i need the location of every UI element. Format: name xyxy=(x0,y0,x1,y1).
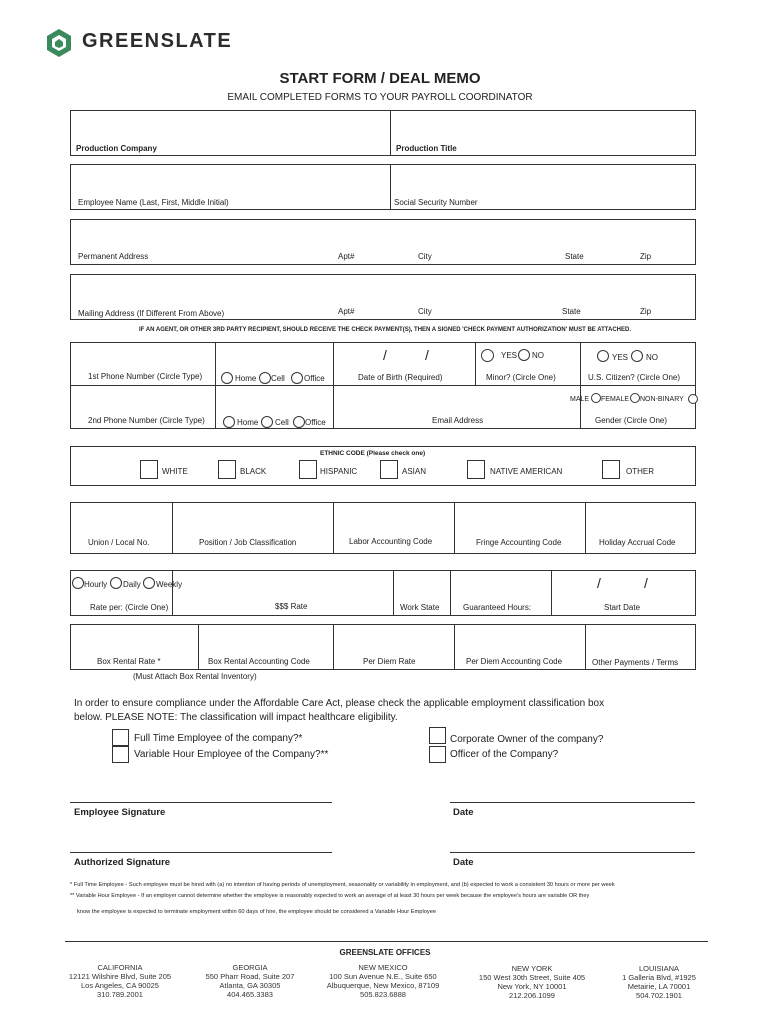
ethnic-white-label: WHITE xyxy=(162,467,188,476)
full-time-label: Full Time Employee of the company?* xyxy=(134,733,303,744)
ethnic-code-title: ETHNIC CODE (Please check one) xyxy=(320,450,426,457)
permanent-apt-label: Apt# xyxy=(338,252,355,261)
office-georgia-city: Atlanta, GA 30305 xyxy=(219,981,281,990)
rate-hourly-label: Hourly xyxy=(84,580,108,589)
office-georgia-street: 550 Pharr Road, Suite 207 xyxy=(205,972,295,981)
guaranteed-hours-label: Guaranteed Hours: xyxy=(463,603,532,612)
production-company-label: Production Company xyxy=(76,144,157,153)
employee-signature-label: Employee Signature xyxy=(74,807,166,818)
ethnic-white-checkbox[interactable] xyxy=(140,460,158,479)
phone2-home-label: Home xyxy=(237,418,259,427)
citizen-yes-label: YES xyxy=(612,353,629,362)
phone2-cell-radio[interactable] xyxy=(261,416,273,428)
citizen-label: U.S. Citizen? (Circle One) xyxy=(588,373,681,382)
full-time-checkbox[interactable] xyxy=(112,729,129,746)
authorized-date-label: Date xyxy=(453,857,474,868)
dob-slash-2: / xyxy=(425,347,429,363)
phone2-cell-label: Cell xyxy=(275,418,289,427)
phone2-label: 2nd Phone Number (Circle Type) xyxy=(88,416,205,425)
mailing-zip-label: Zip xyxy=(640,307,652,316)
rate-daily-label: Daily xyxy=(123,580,141,589)
officer-label: Officer of the Company? xyxy=(450,749,559,760)
page-title: START FORM / DEAL MEMO xyxy=(279,70,481,87)
office-georgia xyxy=(185,963,315,999)
rate-hourly-radio[interactable] xyxy=(72,577,84,589)
box-rental-rate-label: Box Rental Rate * xyxy=(97,657,161,666)
ethnic-native-american-label: NATIVE AMERICAN xyxy=(490,467,563,476)
variable-hour-label: Variable Hour Employee of the Company?** xyxy=(134,749,329,760)
other-payments-label: Other Payments / Terms xyxy=(592,658,679,667)
rate-weekly-label: Weekly xyxy=(156,580,183,589)
citizen-yes-radio[interactable] xyxy=(597,350,609,362)
holiday-code-label: Holiday Accrual Code xyxy=(599,538,676,547)
phone1-office-radio[interactable] xyxy=(291,372,303,384)
office-new-mexico-phone: 505.823.6888 xyxy=(360,990,406,999)
authorized-signature-line[interactable] xyxy=(70,852,332,853)
fringe-code-label: Fringe Accounting Code xyxy=(476,538,562,547)
rate-weekly-radio[interactable] xyxy=(143,577,155,589)
office-georgia-phone: 404.465.3383 xyxy=(227,990,273,999)
office-new-mexico-state: NEW MEXICO xyxy=(358,963,408,972)
offices-title: GREENSLATE OFFICES xyxy=(339,948,431,957)
ethnic-black-checkbox[interactable] xyxy=(218,460,236,479)
greenslate-logo-icon xyxy=(46,28,72,58)
gender-female-radio[interactable] xyxy=(630,393,640,403)
authorized-signature-label: Authorized Signature xyxy=(74,857,171,868)
start-date-slash-2: / xyxy=(644,575,648,591)
phone2-home-radio[interactable] xyxy=(223,416,235,428)
office-new-mexico-street: 100 Sun Avenue N.E., Suite 650 xyxy=(329,972,437,981)
gender-male-label: MALE xyxy=(570,396,590,403)
phone2-office-radio[interactable] xyxy=(293,416,305,428)
ethnic-asian-checkbox[interactable] xyxy=(380,460,398,479)
permanent-address-label: Permanent Address xyxy=(78,252,149,261)
ssn-label: Social Security Number xyxy=(394,198,478,207)
mailing-city-label: City xyxy=(418,307,432,316)
phone1-home-radio[interactable] xyxy=(221,372,233,384)
gender-label: Gender (Circle One) xyxy=(595,416,668,425)
minor-no-label: NO xyxy=(532,351,544,360)
office-california-state: CALIFORNIA xyxy=(97,963,143,972)
dob-label: Date of Birth (Required) xyxy=(358,373,443,382)
ethnic-hispanic-checkbox[interactable] xyxy=(299,460,317,479)
authorized-date-line[interactable] xyxy=(450,852,695,853)
ethnic-black-label: BLACK xyxy=(240,467,267,476)
office-new-york-city: New York, NY 10001 xyxy=(497,982,567,991)
agent-notice: IF AN AGENT, OR OTHER 3RD PARTY RECIPIENT, SHOULD RECEIVE THE CHECK PAYMENT(S), THEN A SIGNED 'CHECK PAYMENT AUTHORIZATION' MUST BE ATTACHED. xyxy=(139,327,631,333)
position-label: Position / Job Classification xyxy=(199,538,297,547)
minor-yes-label: YES xyxy=(501,351,518,360)
phone1-office-label: Office xyxy=(304,374,325,383)
permanent-state-label: State xyxy=(565,252,584,261)
rate-per-label: Rate per: (Circle One) xyxy=(90,603,169,612)
aca-text-2: below. PLEASE NOTE: The classification will impact healthcare eligibility. xyxy=(74,712,398,723)
page-subtitle: EMAIL COMPLETED FORMS TO YOUR PAYROLL COORDINATOR xyxy=(227,92,533,103)
employee-date-label: Date xyxy=(453,807,474,818)
offices-divider xyxy=(65,941,708,942)
minor-label: Minor? (Circle One) xyxy=(486,373,556,382)
ethnic-native-american-checkbox[interactable] xyxy=(467,460,485,479)
footnote-variable-hour-cont: know the employee is expected to terminate employment within 60 days of hire, the employee should be considered a Variable Hour Employee xyxy=(77,909,437,915)
labor-code-label: Labor Accounting Code xyxy=(349,537,433,546)
office-california-phone: 310.789.2001 xyxy=(97,990,143,999)
minor-yes-radio[interactable] xyxy=(481,349,494,362)
start-date-slash-1: / xyxy=(597,575,601,591)
union-label: Union / Local No. xyxy=(88,538,150,547)
mailing-state-label: State xyxy=(562,307,581,316)
box-rental-note: (Must Attach Box Rental Inventory) xyxy=(133,672,257,681)
box-rental-code-label: Box Rental Accounting Code xyxy=(208,657,310,666)
office-new-york-phone: 212.206.1099 xyxy=(509,991,555,1000)
office-california-street: 12121 Wilshire Blvd, Suite 205 xyxy=(68,972,172,981)
work-state-label: Work State xyxy=(400,603,440,612)
minor-no-radio[interactable] xyxy=(518,349,530,361)
variable-hour-checkbox[interactable] xyxy=(112,746,129,763)
office-louisiana xyxy=(600,964,718,1000)
ethnic-hispanic-label: HISPANIC xyxy=(320,467,358,476)
employee-name-label: Employee Name (Last, First, Middle Initial) xyxy=(78,198,229,207)
officer-checkbox[interactable] xyxy=(429,746,446,763)
production-title-label: Production Title xyxy=(396,144,457,153)
logo xyxy=(46,28,72,63)
dob-slash-1: / xyxy=(383,347,387,363)
office-georgia-state: GEORGIA xyxy=(232,963,268,972)
permanent-zip-label: Zip xyxy=(640,252,652,261)
permanent-city-label: City xyxy=(418,252,432,261)
gender-female-label: FEMALE xyxy=(601,396,630,403)
phone2-office-label: Office xyxy=(305,418,326,427)
gender-male-radio[interactable] xyxy=(591,393,601,403)
office-california-city: Los Angeles, CA 90025 xyxy=(81,981,159,990)
gender-nonbinary-radio[interactable] xyxy=(688,394,698,404)
citizen-no-label: NO xyxy=(646,353,658,362)
rate-daily-radio[interactable] xyxy=(110,577,122,589)
aca-text-1: In order to ensure compliance under the Affordable Care Act, please check the applicable employment classification box xyxy=(74,698,605,709)
permanent-address-field[interactable] xyxy=(70,219,696,265)
office-new-york-street: 150 West 30th Street, Suite 405 xyxy=(478,973,586,982)
labor-code-field[interactable] xyxy=(333,502,455,554)
citizen-no-radio[interactable] xyxy=(631,350,643,362)
employee-signature-line[interactable] xyxy=(70,802,332,803)
ethnic-other-label: OTHER xyxy=(626,467,654,476)
phone-divider xyxy=(215,342,216,429)
office-new-york xyxy=(462,964,602,1000)
ethnic-other-checkbox[interactable] xyxy=(602,460,620,479)
employee-date-line[interactable] xyxy=(450,802,695,803)
footnote-variable-hour: ** Variable Hour Employee - If an employer cannot determine whether the employee is reasonably expected to work an average of at least 30 hours per week because the employee's hours are variable OR they xyxy=(70,893,590,899)
corporate-owner-label: Corporate Owner of the company? xyxy=(450,734,604,745)
ethnic-asian-label: ASIAN xyxy=(402,467,427,476)
mailing-apt-label: Apt# xyxy=(338,307,355,316)
mailing-address-label: Mailing Address (If Different From Above) xyxy=(78,309,225,318)
phone1-cell-radio[interactable] xyxy=(259,372,271,384)
corporate-owner-checkbox[interactable] xyxy=(429,727,446,744)
phone1-label: 1st Phone Number (Circle Type) xyxy=(88,372,203,381)
phone1-cell-label: Cell xyxy=(271,374,285,383)
office-louisiana-phone: 504.702.1901 xyxy=(636,991,682,1000)
per-diem-code-label: Per Diem Accounting Code xyxy=(466,657,563,666)
office-louisiana-city: Metairie, LA 70001 xyxy=(627,982,691,991)
email-label: Email Address xyxy=(432,416,484,425)
office-louisiana-state: LOUISIANA xyxy=(638,964,679,973)
office-new-mexico xyxy=(313,963,453,999)
office-new-mexico-city: Albuquerque, New Mexico, 87109 xyxy=(326,981,440,990)
footnote-full-time: * Full Time Employee - Such employee must be hired with (a) no intention of having periods of unemployment, seasonality or variability in employment, and (b) expected to work a consistent 30 hours or more per week xyxy=(70,882,615,888)
office-california xyxy=(55,963,185,999)
start-date-label: Start Date xyxy=(604,603,641,612)
per-diem-rate-label: Per Diem Rate xyxy=(363,657,416,666)
gender-nonbinary-label: NON-BINARY xyxy=(640,396,684,403)
rate-label: $$$ Rate xyxy=(275,602,308,611)
office-louisiana-street: 1 Galleria Blvd, #1925 xyxy=(622,973,696,982)
brand-name: GREENSLATE xyxy=(82,30,233,52)
phone1-home-label: Home xyxy=(235,374,257,383)
office-new-york-state: NEW YORK xyxy=(511,964,553,973)
